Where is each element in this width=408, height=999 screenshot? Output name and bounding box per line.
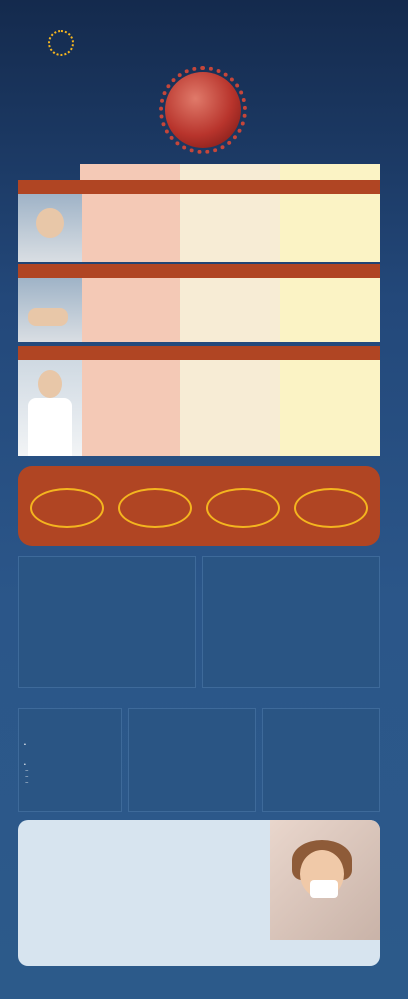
cell-gripe-tratamiento <box>280 360 380 456</box>
sun-icon <box>48 30 74 56</box>
chart-severity-panel <box>18 556 196 688</box>
chart-conditions-panel <box>262 708 380 812</box>
cell-gripe-contagio <box>280 194 380 262</box>
col-covid <box>80 164 180 180</box>
cell-covid-prevencion <box>82 278 180 342</box>
col-alergias <box>180 164 280 180</box>
sick-girl-photo <box>270 820 380 940</box>
cell-covid-contagio <box>82 194 180 262</box>
section-prevencion <box>18 264 380 278</box>
riesgo-panel <box>18 708 122 812</box>
cell-alergias-prevencion <box>180 278 280 342</box>
chart-recovery-panel <box>202 556 380 688</box>
cell-gripe-prevencion <box>280 278 380 342</box>
section-contagio <box>18 180 380 194</box>
riesgo-age: • <box>24 742 26 748</box>
stat-casos-eeuu <box>294 488 368 528</box>
cell-covid-tratamiento <box>82 360 180 456</box>
doctor-photo <box>18 360 82 456</box>
handwash-photo <box>18 278 82 342</box>
stat-muertes <box>118 488 192 528</box>
cell-alergias-tratamiento <box>180 360 280 456</box>
sneeze-photo <box>18 194 82 262</box>
stat-casos-mundo <box>30 488 104 528</box>
cell-alergias-contagio <box>180 194 280 262</box>
virus-icon <box>165 72 241 148</box>
riesgo-cond: • – – – <box>24 762 29 786</box>
stat-paises <box>206 488 280 528</box>
section-tratamiento <box>18 346 380 360</box>
col-gripe <box>280 164 380 180</box>
chart-age-panel <box>128 708 256 812</box>
advice-panel <box>18 820 380 966</box>
